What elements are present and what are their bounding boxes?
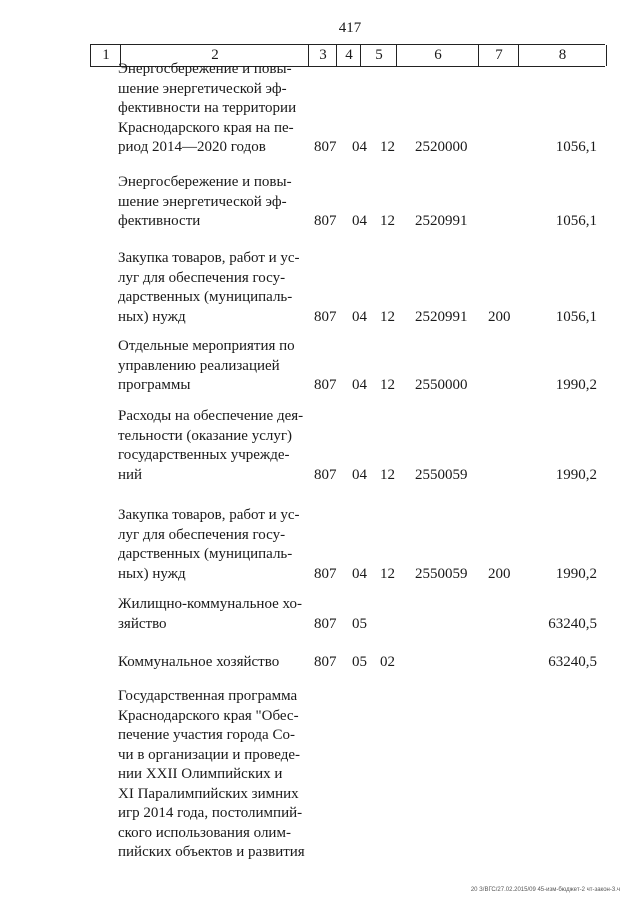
description-line: печение участия города Со- — [118, 727, 295, 743]
cell-col-4: 04 — [352, 466, 367, 483]
description-line: пийских объектов и развития — [118, 844, 305, 860]
row-description — [118, 337, 308, 396]
description-line: тельности (оказание услуг) — [118, 427, 292, 444]
cell-col-4: 04 — [352, 565, 367, 582]
cell-col-5: 12 — [380, 466, 395, 483]
description-line: дарственных (муниципаль- — [118, 546, 293, 562]
cell-col-3: 807 — [314, 139, 337, 155]
description-line: ского использования олим- — [118, 824, 291, 841]
header-col-7: 7 — [478, 45, 519, 66]
row-description — [118, 249, 308, 327]
description-line: Закупка товаров, работ и ус- — [118, 250, 300, 266]
header-col-4: 4 — [336, 45, 361, 66]
description-line: игр 2014 года, постолимпий- — [118, 805, 303, 821]
description-line: шение энергетической эф- — [118, 80, 287, 97]
description-line: Жилищно-коммунальное хо- — [118, 596, 302, 612]
description-line: Краснодарского края "Обес- — [118, 707, 299, 724]
cell-col-8: 63240,5 — [548, 615, 597, 632]
cell-col-7: 200 — [488, 308, 511, 325]
description-line: дарственных (муниципаль- — [118, 289, 293, 305]
description-line: Расходы на обеспечение дея- — [118, 408, 304, 424]
cell-col-4: 04 — [352, 139, 367, 155]
description-line: Государственная программа — [118, 688, 298, 704]
cell-col-3: 807 — [314, 654, 337, 670]
description-line: XI Паралимпийских зимних — [118, 785, 299, 802]
row-description — [118, 687, 308, 863]
description-line: нии XXII Олимпийских и — [118, 766, 283, 782]
cell-col-7: 200 — [488, 565, 511, 582]
cell-col-4: 05 — [352, 654, 367, 670]
description-line: ных) нужд — [118, 308, 186, 325]
cell-col-6: 2550059 — [415, 565, 468, 582]
cell-col-3: 807 — [314, 308, 337, 325]
cell-col-8: 63240,5 — [548, 654, 597, 670]
header-col-5: 5 — [360, 45, 397, 66]
cell-col-6: 2520991 — [415, 213, 468, 229]
cell-col-5: 12 — [380, 308, 395, 325]
description-line: управлению реализацией — [118, 357, 280, 374]
cell-col-6: 2550000 — [415, 377, 468, 393]
cell-col-8: 1990,2 — [555, 565, 597, 582]
description-line: Закупка товаров, работ и ус- — [118, 507, 300, 523]
footer-stamp: 20 З/ВГС/27.02.2015/09 45-изм-бюджет-2 чт-закон-3.ч — [470, 887, 620, 893]
cell-col-6: 2520991 — [415, 308, 468, 325]
row-description — [118, 653, 308, 673]
description-line: риод 2014—2020 годов — [118, 139, 266, 155]
cell-col-8: 1056,1 — [555, 139, 597, 155]
description-line: луг для обеспечения госу- — [118, 526, 286, 543]
header-col-1: 1 — [90, 45, 121, 66]
description-line: программы — [118, 377, 191, 393]
description-line: шение энергетической эф- — [118, 193, 287, 210]
cell-col-6: 2520000 — [415, 139, 468, 155]
cell-col-3: 807 — [314, 377, 337, 393]
cell-col-5: 02 — [380, 654, 395, 670]
description-line: фективности — [118, 213, 201, 229]
description-line: Энергосбережение и повы- — [118, 61, 292, 77]
cell-col-6: 2550059 — [415, 466, 468, 483]
cell-col-5: 12 — [380, 139, 395, 155]
description-line: ний — [118, 466, 143, 483]
description-line: Энергосбережение и повы- — [118, 174, 292, 190]
cell-col-8: 1056,1 — [555, 213, 597, 229]
description-line: Коммунальное хозяйство — [118, 654, 280, 670]
cell-col-4: 04 — [352, 377, 367, 393]
description-line: луг для обеспечения госу- — [118, 269, 286, 286]
cell-col-8: 1056,1 — [555, 308, 597, 325]
row-description — [118, 60, 308, 158]
description-line: чи в организации и проведе- — [118, 746, 300, 763]
header-col-8: 8 — [518, 45, 607, 66]
description-line: Отдельные мероприятия по — [118, 338, 295, 354]
description-line: ных) нужд — [118, 565, 186, 582]
description-line: фективности на территории — [118, 100, 297, 116]
description-line: государственных учрежде- — [118, 447, 290, 463]
cell-col-5: 12 — [380, 213, 395, 229]
header-col-2: 2 — [120, 45, 309, 66]
cell-col-3: 807 — [314, 466, 337, 483]
description-line: зяйство — [118, 615, 167, 632]
cell-col-4: 05 — [352, 615, 367, 632]
page-number: 417 — [338, 20, 362, 36]
cell-col-3: 807 — [314, 565, 337, 582]
cell-col-3: 807 — [314, 615, 337, 632]
cell-col-8: 1990,2 — [555, 466, 597, 483]
row-description — [118, 506, 308, 584]
header-col-6: 6 — [396, 45, 479, 66]
cell-col-4: 04 — [352, 308, 367, 325]
cell-col-5: 12 — [380, 377, 395, 393]
description-line: Краснодарского края на пе- — [118, 119, 294, 136]
header-col-3: 3 — [308, 45, 337, 66]
row-description — [118, 173, 308, 232]
row-description — [118, 407, 308, 485]
cell-col-5: 12 — [380, 565, 395, 582]
cell-col-8: 1990,2 — [555, 377, 597, 393]
cell-col-4: 04 — [352, 213, 367, 229]
cell-col-3: 807 — [314, 213, 337, 229]
row-description — [118, 595, 308, 634]
